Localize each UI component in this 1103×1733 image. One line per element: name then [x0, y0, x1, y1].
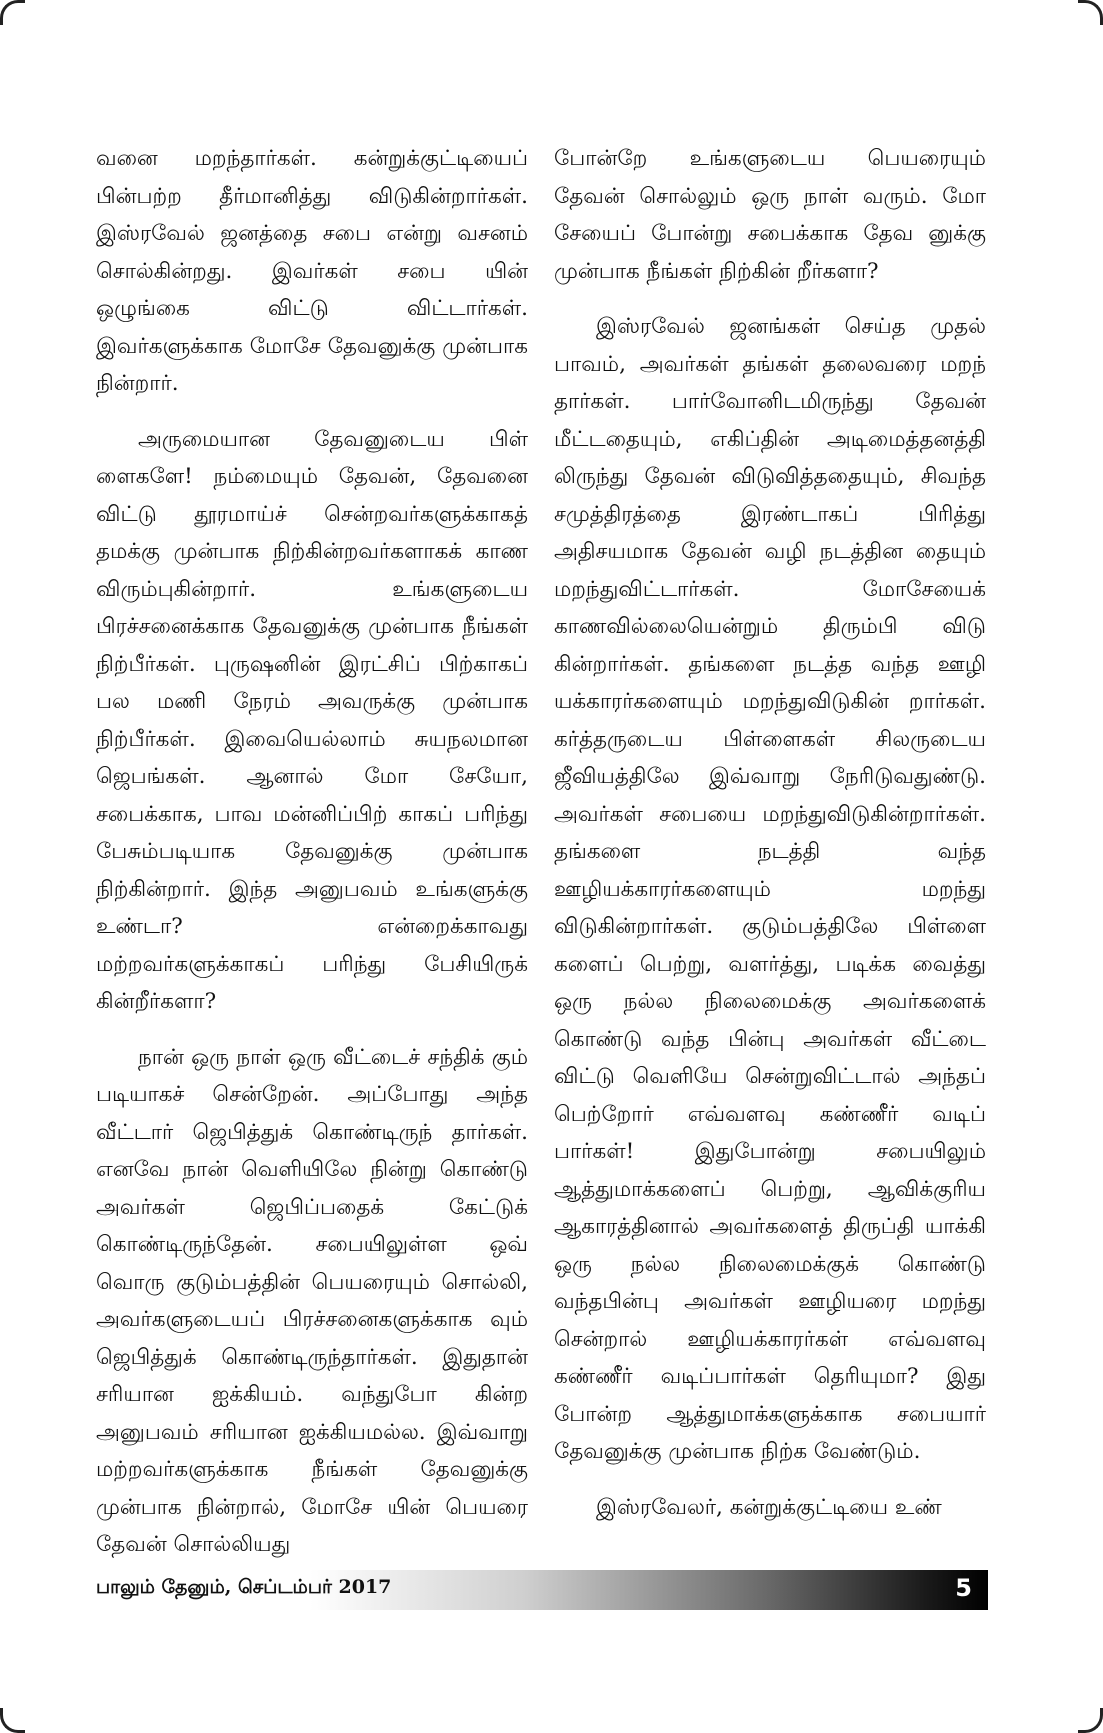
- right-text-column: [554, 140, 986, 1544]
- publication-title: பாலும் தேனும், செப்டம்பர் 2017: [96, 1576, 392, 1598]
- paragraph: வனை மறந்தார்கள். கன்றுக்குட்டியைப் பின்பற்ற தீர்மானித்து விடுகின்றார்கள். இஸ்ரவேல் ஜனத்தை சபை என்று வசனம் சொல்கின்றது. இவர்கள் சபை யின் ஒழுங்கை விட்டு விட்டார்கள். இவர்களுக்காக மோசே தேவனுக்கு முன்பாக நின்றார்.: [96, 146, 528, 396]
- paragraph: போன்றே உங்களுடைய பெயரையும் தேவன் சொல்லும் ஒரு நாள் வரும். மோ சேயைப் போன்று சபைக்காக தேவ னுக்கு முன்பாக நீங்கள் நிற்கின் றீர்களா?: [554, 146, 986, 284]
- page-corner-bottom-right: [1078, 1708, 1103, 1733]
- paragraph: நான் ஒரு நாள் ஒரு வீட்டைச் சந்திக் கும் படியாகச் சென்றேன். அப்போது அந்த வீட்டார் ஜெபித்துக் கொண்டிருந் தார்கள். எனவே நான் வெளியிலே நின்று கொண்டு அவர்கள் ஜெபிப்பதைக் கேட்டுக் கொண்டிருந்தேன். சபையிலுள்ள ஒவ் வொரு குடும்பத்தின் பெயரையும் சொல்லி, அவர்களுடையப் பிரச்சனைகளுக்காக வும் ஜெபித்துக் கொண்டிருந்தார்கள். இதுதான் சரியான ஐக்கியம். வந்துபோ கின்ற அனுபவம் சரியான ஐக்கியமல்ல. இவ்வாறு மற்றவர்களுக்காக நீங்கள் தேவனுக்கு முன்பாக நின்றால், மோசே யின் பெயரை தேவன் சொல்லியது: [96, 1044, 528, 1557]
- page-corner-bottom-left: [0, 1708, 25, 1733]
- page-footer-bar: [96, 1570, 988, 1610]
- paragraph: இஸ்ரவேலர், கன்றுக்குட்டியை உண்: [596, 1494, 942, 1520]
- paragraph: அருமையான தேவனுடைய பிள் ளைகளே! நம்மையும் தேவன், தேவனை விட்டு தூரமாய்ச் சென்றவர்களுக்காகத் தமக்கு முன்பாக நிற்கின்றவர்களாகக் காண விரும்புகின்றார். உங்களுடைய பிரச்சனைக்காக தேவனுக்கு முன்பாக நீங்கள் நிற்பீர்கள். புருஷனின் இரட்சிப் பிற்காகப் பல மணி நேரம் அவருக்கு முன்பாக நிற்பீர்கள். இவையெல்லாம் சுயநலமான ஜெபங்கள். ஆனால் மோ சேயோ, சபைக்காக, பாவ மன்னிப்பிற் காகப் பரிந்து பேசும்படியாக தேவனுக்கு முன்பாக நிற்கின்றார். இந்த அனுபவம் உங்களுக்கு உண்டா? என்றைக்காவது மற்றவர்களுக்காகப் பரிந்து பேசியிருக் கின்றீர்களா?: [96, 426, 528, 1014]
- left-text-column: [96, 140, 528, 1582]
- page-corner-top-right: [1078, 0, 1103, 25]
- page-corner-top-left: [0, 0, 25, 25]
- page-number: 5: [955, 1574, 972, 1602]
- paragraph: இஸ்ரவேல் ஜனங்கள் செய்த முதல் பாவம், அவர்கள் தங்கள் தலைவரை மறந் தார்கள். பார்வோனிடமிருந்து தேவன் மீட்டதையும், எகிப்தின் அடிமைத்தனத்தி லிருந்து தேவன் விடுவித்ததையும், சிவந்த சமுத்திரத்தை இரண்டாகப் பிரித்து அதிசயமாக தேவன் வழி நடத்தின தையும் மறந்துவிட்டார்கள். மோசேயைக் காணவில்லையென்றும் திரும்பி விடு கின்றார்கள். தங்களை நடத்த வந்த ஊழி யக்காரர்களையும் மறந்துவிடுகின் றார்கள். கர்த்தருடைய பிள்ளைகள் சிலருடைய ஜீவியத்திலே இவ்வாறு நேரிடுவதுண்டு. அவர்கள் சபையை மறந்துவிடுகின்றார்கள். தங்களை நடத்தி வந்த ஊழியக்காரர்களையும் மறந்து விடுகின்றார்கள். குடும்பத்திலே பிள்ளை களைப் பெற்று, வளர்த்து, படிக்க வைத்து ஒரு நல்ல நிலைமைக்கு அவர்களைக் கொண்டு வந்த பின்பு அவர்கள் வீட்டை விட்டு வெளியே சென்றுவிட்டால் அந்தப் பெற்றோர் எவ்வளவு கண்ணீர் வடிப் பார்கள்! இதுபோன்று சபையிலும் ஆத்துமாக்களைப் பெற்று, ஆவிக்குரிய ஆகாரத்தினால் அவர்களைத் திருப்தி யாக்கி ஒரு நல்ல நிலைமைக்குக் கொண்டு வந்தபின்பு அவர்கள் ஊழியரை மறந்து சென்றால் ஊழியக்காரர்கள் எவ்வளவு கண்ணீர் வடிப்பார்கள் தெரியுமா? இது போன்ற ஆத்துமாக்களுக்காக சபையார் தேவனுக்கு முன்பாக நிற்க வேண்டும்.: [554, 314, 986, 1464]
